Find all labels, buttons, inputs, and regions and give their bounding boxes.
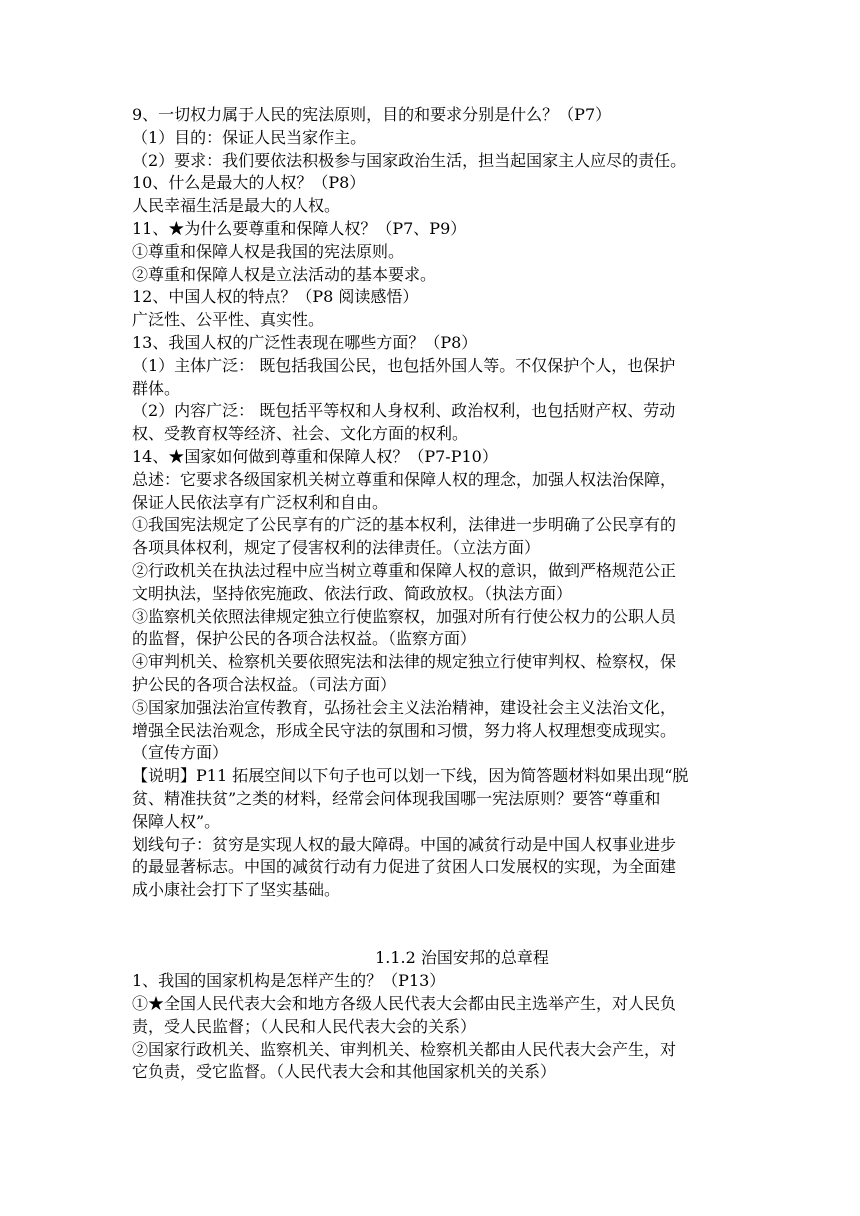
text-line: 9、一切权力属于人民的宪法原则，目的和要求分别是什么？（P7） bbox=[132, 105, 612, 124]
text-line: 责，受人民监督；（人民和人民代表大会的关系） bbox=[132, 1016, 477, 1036]
text-line: ③监察机关依照法律规定独立行使监察权，加强对所有行使公权力的公职人员 bbox=[132, 606, 677, 626]
text-line: ②尊重和保障人权是立法活动的基本要求。 bbox=[132, 264, 437, 284]
text-line: 12、中国人权的特点？（P8 阅读感悟） bbox=[132, 287, 419, 307]
blank-line bbox=[132, 902, 732, 925]
text-line: ②行政机关在执法过程中应当树立尊重和保障人权的意识，做到严格规范公正 bbox=[132, 560, 677, 580]
text-line: 13、我国人权的广泛性表现在哪些方面？（P8） bbox=[132, 332, 478, 352]
text-line: 总述：它要求各级国家机关树立尊重和保障人权的理念，加强人权法治保障， bbox=[132, 469, 677, 489]
text-line: ④审判机关、检察机关要依照宪法和法律的规定独立行使审判权、检察权，保 bbox=[132, 652, 677, 672]
text-line: 划线句子：贫穷是实现人权的最大障碍。中国的减贫行动是中国人权事业进步 bbox=[132, 834, 677, 854]
text-line: 10、什么是最大的人权？（P8） bbox=[132, 173, 366, 193]
text-line: （2）要求：我们要依法积极参与国家政治生活，担当起国家主人应尽的责任。 bbox=[132, 150, 687, 170]
text-line: （1）主体广泛： 既包括我国公民，也包括外国人等。不仅保护个人，也保护 bbox=[132, 355, 676, 375]
text-line: ①★全国人民代表大会和地方各级人民代表大会都由民主选举产生，对人民负 bbox=[132, 994, 677, 1014]
text-line: 护公民的各项合法权益。（司法方面） bbox=[132, 674, 397, 694]
text-line: 增强全民法治观念，形成全民守法的氛围和习惯，努力将人权理想变成现实。 bbox=[132, 720, 677, 740]
text-line: 11、★为什么要尊重和保障人权？（P7、P9） bbox=[132, 218, 467, 238]
text-line: 广泛性、公平性、真实性。 bbox=[132, 310, 325, 330]
text-line: 1、我国的国家机构是怎样产生的？（P13） bbox=[132, 971, 446, 991]
document-body bbox=[132, 104, 732, 1084]
text-line: （2）内容广泛： 既包括平等权和人身权利、政治权利，也包括财产权、劳动 bbox=[132, 401, 676, 421]
text-line: 人民幸福生活是最大的人权。 bbox=[132, 196, 341, 216]
section-heading: 1.1.2 治国安邦的总章程 bbox=[375, 948, 549, 968]
blank-line bbox=[132, 925, 732, 948]
lower-section bbox=[132, 970, 732, 1084]
text-line: 各项具体权利，规定了侵害权利的法律责任。（立法方面） bbox=[132, 538, 541, 558]
text-line: 保障人权”。 bbox=[132, 811, 221, 831]
text-line: 【说明】P11 拓展空间以下句子也可以划一下线，因为简答题材料如果出现“脱 bbox=[132, 766, 689, 786]
text-line: 14、★国家如何做到尊重和保障人权？（P7-P10） bbox=[132, 446, 498, 466]
text-line: 的最显著标志。中国的减贫行动有力促进了贫困人口发展权的实现，为全面建 bbox=[132, 857, 677, 877]
text-line: 文明执法，坚持依宪施政、依法行政、简政放权。（执法方面） bbox=[132, 583, 573, 603]
text-line: （1）目的：保证人民当家作主。 bbox=[132, 127, 367, 147]
text-line: ②国家行政机关、监察机关、审判机关、检察机关都由人民代表大会产生，对 bbox=[132, 1039, 677, 1059]
text-line: 权、受教育权等经济、社会、文化方面的权利。 bbox=[132, 424, 469, 444]
text-line: 群体。 bbox=[132, 378, 181, 398]
text-line: 它负责，受它监督。（人民代表大会和其他国家机关的关系） bbox=[132, 1062, 557, 1082]
upper-section bbox=[132, 104, 732, 902]
text-line: 保证人民依法享有广泛权利和自由。 bbox=[132, 492, 389, 512]
text-line: ①尊重和保障人权是我国的宪法原则。 bbox=[132, 241, 405, 261]
text-line: ⑤国家加强法治宣传教育，弘扬社会主义法治精神，建设社会主义法治文化， bbox=[132, 697, 677, 717]
text-line: ①我国宪法规定了公民享有的广泛的基本权利，法律进一步明确了公民享有的 bbox=[132, 515, 677, 535]
text-line: 的监督，保护公民的各项合法权益。（监察方面） bbox=[132, 629, 477, 649]
text-line: 成小康社会打下了坚实基础。 bbox=[132, 880, 341, 900]
text-line: 贫、精准扶贫”之类的材料，经常会问体现我国哪一宪法原则？要答“尊重和 bbox=[132, 788, 661, 808]
text-line: （宣传方面） bbox=[132, 743, 229, 763]
